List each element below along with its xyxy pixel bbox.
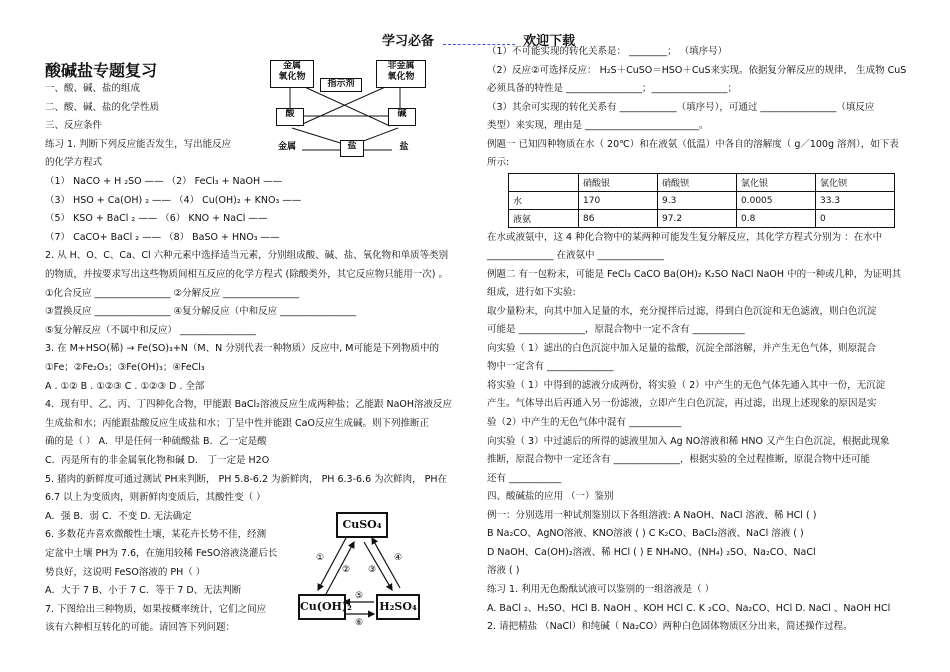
right-lines-line: 例题一 已知四种物质在水（ 20℃）和在液氨（低温）中各自的溶解度（ g／100g 溶剂），如下表 [487,138,899,150]
arrow-label-5: ⑤ [355,591,364,601]
table-row [509,210,895,228]
right-lines-line: ______________ 在液氨中 ______________ [487,250,665,262]
left-lines-line: （5） KSO + BaCl ₂ —— （6） KNO + NaCl —— [45,213,268,225]
left-lines-line: 6.7 以上为变质肉，则新鲜肉变质后，其酸性变（ ） [45,492,266,504]
left-lines-line: ①Fe；②Fe₂O₃；③Fe(OH)₃；④FeCl₃ [45,362,205,373]
left-lines-line: 的化学方程式 [45,157,103,169]
left-lines-line: 该有六种相互转化的可能。请回答下列问题： [45,622,236,634]
document-title: 酸碱盐专题复习 [45,61,158,80]
right-lines-line: 四、酸碱盐的应用 （一）鉴别 [487,491,614,503]
header-right: 欢迎下载 [523,34,576,49]
table-cell [509,174,579,192]
left-lines-line: （1） NaCO + H ₂SO —— （2） FeCl₃ + NaOH —— [45,176,283,187]
left-lines-line: 三、反应条件 [45,120,103,132]
right-lines-line: 组成，进行如下实验: [487,287,576,299]
right-lines-line: 还有 ___________ [487,472,562,484]
left-lines-line: 定盆中土壤 PH为 7.6，在施用较稀 FeSO溶液浇灌后长 [45,548,278,559]
table-cell: 170 [579,192,658,210]
table-cell: 33.3 [816,192,895,210]
left-lines-line: 练习 1. 判断下列反应能否发生，写出能反应 [45,138,232,150]
right-lines-line: 在水或液氨中，这 4 种化合物中的某两种可能发生复分解反应，其化学方程式分别为 ：在水中 [487,231,883,243]
h2so4-box: H₂SO₄ [376,594,420,620]
right-lines-line: D NaOH、Ca(OH)₂溶液、稀 HCl ( ) E NH₄NO、(NH₄) ₂SO、Na₂CO、NaCl [487,546,816,558]
left-lines-line: 4．现有甲、乙、丙、丁四种化合物，甲能跟 BaCl₂溶液反应生成两种盐；乙能跟 NaOH溶液反应 [45,399,453,411]
right-lines-line: 将实验（ 1）中得到的滤液分成两份，将实验（ 2）中产生的无色气体先通入其中一份，无沉淀 [487,379,886,391]
metal-label: 金属 [272,142,302,155]
left-lines-line: A . ①② B . ①②③ C . ①②③ D . 全部 [45,380,205,392]
table-cell: 氯化钡 [816,174,895,192]
right-lines-line: 类型）来实现，理由是 ________________________。 [487,120,709,132]
left-lines-line: （7） CaCO+ BaCl ₂ —— （8） BaSO + HNO₃ —— [45,231,280,243]
arrow-label-4: ④ [394,553,403,563]
arrow-label-6: ⑥ [355,618,364,625]
nonmetal-oxide-box: 非金属 氧化物 [376,60,426,88]
right-lines-line: （2）反应②可选择反应： H₂S＋CuSO＝HSO＋CuS来实现。依据复分解反应的规律， 生成物 CuS [487,64,907,76]
left-lines-line: A．强 B．弱 C．不变 D. 无法确定 [45,510,192,522]
reaction-relationship-diagram [262,56,432,160]
right-lines-line: 取少量粉末，向其中加入足量的水，充分搅拌后过滤，得到白色沉淀和无色滤液，则白色沉淀 [487,305,877,317]
right-lines-line: 可能是 ______________，原混合物中一定不含有 ___________ [487,324,745,336]
arrow-label-2: ② [342,565,351,575]
right-lines-line: （1）不可能实现的转化关系是： ________； （填序号） [487,46,728,57]
right-lines-line: 溶液 ( ) [487,565,520,577]
left-lines-line: 的物质，并按要求写出这些物质间相互反应的化学方程式 (除酸类外，其它反应物只能用一次) 。 [45,269,448,280]
left-lines-line: ①化合反应 ________________ ②分解反应 ________________ [45,287,300,299]
metal-oxide-box: 金属 氧化物 [270,60,314,88]
table-cell: 0 [816,210,895,228]
conversion-triangle-diagram [298,510,418,625]
left-lines-line: 5. 猪肉的新鲜度可通过测试 PH来判断， PH 5.8-6.2 为新鲜肉， PH 6.3-6.6 为次鲜肉， PH在 [45,473,448,485]
table-cell: 9.3 [658,192,737,210]
left-lines-line: 7. 下图给出三种物质，如果按概率统计，它们之间应 [45,603,267,615]
base-box: 碱 [388,108,416,126]
right-lines-line: （3）其余可实现的转化关系有 ____________（填序号），可通过 ________________（填反应 [487,101,875,113]
left-lines-line: C．丙是所有的非金属氧化物和碱 D． 丁一定是 H2O [45,455,270,466]
cuso4-box: CuSO₄ [336,512,388,538]
table-cell: 液氨 [509,210,579,228]
right-lines-line: 向实验（ 1）滤出的白色沉淀中加入足量的盐酸，沉淀全部溶解，并产生无色气体，则原混合 [487,342,877,354]
right-lines-line: 2. 请把精盐 （NaCl）和纯碱（ Na₂CO）两种白色固体物质区分出来，简述操作过程。 [487,621,853,633]
right-lines-line: A. BaCl ₂、H₂SO、HCl B. NaOH 、KOH HCl C. K ₂CO、Na₂CO、HCl D. NaCl 、NaOH HCl [487,602,891,614]
table-cell: 硝酸钡 [658,174,737,192]
right-lines-line: 例题二 有一包粉末，可能是 FeCl₃ CaCO Ba(OH)₂ K₂SO NaCl NaOH 中的一种或几种，为证明其 [487,268,902,280]
left-lines-line: 确的是（ ） A．甲是任何一种硫酸盐 B．乙一定是酸 [45,436,267,448]
salt-label: 盐 [392,142,416,155]
header-left: 学习必备 [382,34,435,49]
table-cell: 0.8 [737,210,816,228]
right-lines-line: 物中一定含有 ______________ [487,361,614,373]
solubility-table [508,173,895,228]
right-lines-line: 必须具备的特性是 ________________；________________； [487,83,738,95]
right-lines-line: 例一：分别选用一种试剂鉴别以下各组溶液: A NaOH、NaCl 溶液、稀 HCl ( ) [487,509,817,521]
table-row [509,174,895,192]
left-lines-line: 一、酸、碱、盐的组成 [45,83,141,94]
table-cell: 0.0005 [737,192,816,210]
acid-box: 酸 [276,108,304,126]
arrow-label-3: ③ [368,565,377,575]
left-lines-line: A．大于 7 B、小于 7 C．等于 7 D、无法判断 [45,585,242,597]
left-lines-line: ③置换反应 ________________ ④复分解反应（中和反应 ________________ [45,306,357,318]
table-cell: 97.2 [658,210,737,228]
left-lines-line: 6. 多数花卉喜欢微酸性土壤，某花卉长势不佳，经测 [45,529,267,541]
cuoh2-box: Cu(OH)₂ [298,594,346,620]
table-cell: 86 [579,210,658,228]
left-lines-line: 2. 从 H、O、C、Ca、Cl 六种元素中选择适当元素，分别组成酸、碱、盐、氧化物和单质等类别 [45,250,449,262]
right-lines-line: 向实验（ 3）中过滤后的所得的滤液里加入 Ag NO溶液和稀 HNO 又产生白色沉淀，根据此现象 [487,435,890,447]
right-lines-line: 练习 1. 利用无色酚酞试液可以鉴别的一组溶液是（ ） [487,583,715,595]
arrow-label-1: ① [316,553,325,563]
right-lines-line: 验（2）中产生的无色气体中混有 ___________ [487,417,682,428]
right-lines-line: B Na₂CO、AgNO溶液、KNO溶液 ( ) C K₂CO、BaCl₂溶液、NaCl 溶液 ( ) [487,528,804,540]
indicator-box: 指示剂 [320,78,362,92]
left-lines-line: （3） HSO + Ca(OH) ₂ —— （4） Cu(OH)₂ + KNO₃ —— [45,194,302,206]
table-cell: 硝酸银 [579,174,658,192]
left-lines-line: 二、酸、碱、盐的化学性质 [45,101,160,113]
left-lines-line: 3. 在 M+HSO(稀) → Fe(SO)₃+N（M、N 分别代表一种物质）反应中, M可能是下列物质中的 [45,343,439,355]
right-lines-line: 推断，原混合物中一定还含有 ______________，根据实验的全过程推断，原混合物中还可能 [487,454,871,466]
left-lines-line: 势良好，这说明 FeSO溶液的 PH（ ） [45,566,206,578]
left-lines-line: 生成盐和水；丙能跟盐酸反应生成盐和水；丁呈中性并能跟 CaO反应生成碱。则下列推断正 [45,417,429,429]
table-cell: 水 [509,192,579,210]
table-row [509,192,895,210]
table-cell: 氯化银 [737,174,816,192]
left-lines-line: ⑤复分解反应（不属中和反应） ________________ [45,324,257,336]
salt-box: 盐 [340,140,364,157]
right-lines-line: 产生。气体导出后再通入另一份滤液，立即产生白色沉淀，再过滤，出现上述现象的原因是实 [487,398,877,410]
right-lines-line: 所示: [487,157,510,169]
